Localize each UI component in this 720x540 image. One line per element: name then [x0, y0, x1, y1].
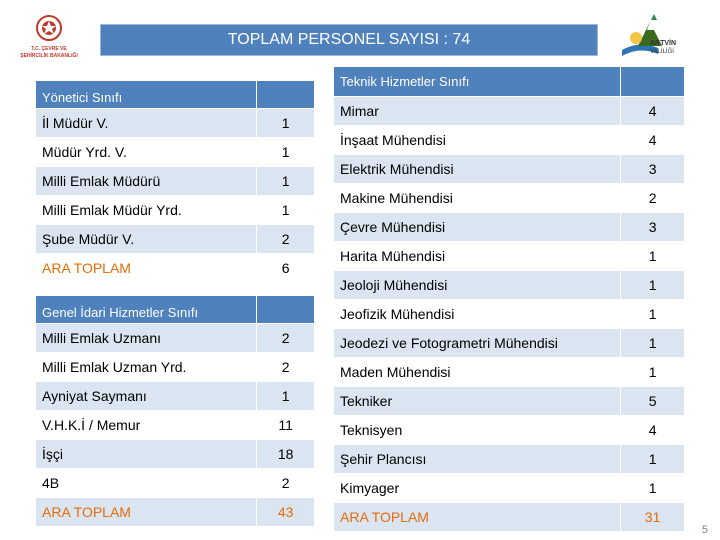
row-value: 1 [257, 138, 315, 167]
row-value: 1 [257, 382, 315, 411]
yonetici-table [35, 80, 315, 283]
row-value: 4 [621, 416, 685, 445]
row-value: 1 [257, 167, 315, 196]
genel-idari-table [35, 295, 315, 527]
teknik-header: Teknik Hizmetler Sınıfı [334, 67, 621, 97]
table-row [36, 109, 315, 138]
subtotal-row [36, 498, 315, 527]
row-value: 1 [621, 242, 685, 271]
row-label: Milli Emlak Uzman Yrd. [36, 353, 257, 382]
row-label: Tekniker [334, 387, 621, 416]
row-label: Harita Mühendisi [334, 242, 621, 271]
table-row [36, 167, 315, 196]
subtotal-value: 31 [621, 503, 685, 532]
table-row [36, 225, 315, 254]
subtotal-row [36, 254, 315, 283]
row-value: 11 [257, 411, 315, 440]
row-label: Jeoloji Mühendisi [334, 271, 621, 300]
row-value: 5 [621, 387, 685, 416]
table-row [334, 242, 685, 271]
row-label: Çevre Mühendisi [334, 213, 621, 242]
row-label: Makine Mühendisi [334, 184, 621, 213]
governorship-logo-text-1: ARTVİN [650, 40, 677, 47]
table-row [334, 97, 685, 126]
yonetici-header: Yönetici Sınıfı [36, 81, 257, 109]
row-label: Teknisyen [334, 416, 621, 445]
subtotal-label: ARA TOPLAM [36, 254, 257, 283]
row-value: 2 [257, 225, 315, 254]
table-row [36, 469, 315, 498]
row-label: Kimyager [334, 474, 621, 503]
row-value: 1 [621, 474, 685, 503]
row-label: Jeodezi ve Fotogrametri Mühendisi [334, 329, 621, 358]
table-row [334, 329, 685, 358]
row-label: İl Müdür V. [36, 109, 257, 138]
table-row [36, 353, 315, 382]
row-label: Şube Müdür V. [36, 225, 257, 254]
row-value: 3 [621, 213, 685, 242]
row-value: 1 [257, 109, 315, 138]
row-label: Milli Emlak Müdür Yrd. [36, 196, 257, 225]
table-row [334, 474, 685, 503]
row-label: Mimar [334, 97, 621, 126]
row-value: 1 [257, 196, 315, 225]
subtotal-label: ARA TOPLAM [334, 503, 621, 532]
row-value: 4 [621, 126, 685, 155]
page-title-bar [100, 24, 598, 56]
governorship-logo-text-2: VALİLİĞİ [650, 49, 674, 55]
row-value: 2 [257, 353, 315, 382]
row-label: Elektrik Mühendisi [334, 155, 621, 184]
yonetici-header-row [36, 81, 315, 109]
table-row [334, 126, 685, 155]
table-row [36, 138, 315, 167]
ministry-logo-text-1: T.C. ÇEVRE VE [31, 46, 67, 52]
ministry-logo-text-2: ŞEHİRCİLİK BAKANLIĞI [20, 53, 78, 59]
table-row [36, 324, 315, 353]
row-label: Şehir Plancısı [334, 445, 621, 474]
subtotal-value: 6 [257, 254, 315, 283]
row-value: 18 [257, 440, 315, 469]
table-row [334, 184, 685, 213]
table-row [334, 416, 685, 445]
row-label: İnşaat Mühendisi [334, 126, 621, 155]
row-label: Milli Emlak Müdürü [36, 167, 257, 196]
row-value: 2 [257, 469, 315, 498]
teknik-header-row [334, 67, 685, 97]
row-value: 1 [621, 358, 685, 387]
table-row [334, 300, 685, 329]
row-value: 1 [621, 445, 685, 474]
table-row [36, 411, 315, 440]
row-label: Jeofizik Mühendisi [334, 300, 621, 329]
table-row [334, 445, 685, 474]
table-row [36, 196, 315, 225]
row-label: Ayniyat Saymanı [36, 382, 257, 411]
row-label: Müdür Yrd. V. [36, 138, 257, 167]
table-row [36, 440, 315, 469]
subtotal-value: 43 [257, 498, 315, 527]
row-value: 2 [257, 324, 315, 353]
row-value: 2 [621, 184, 685, 213]
table-row [334, 387, 685, 416]
table-row [334, 213, 685, 242]
row-value: 1 [621, 271, 685, 300]
table-row [334, 271, 685, 300]
governorship-logo [620, 10, 692, 62]
row-value: 1 [621, 329, 685, 358]
row-label: V.H.K.İ / Memur [36, 411, 257, 440]
row-value: 4 [621, 97, 685, 126]
row-label: 4B [36, 469, 257, 498]
genel-header-row [36, 296, 315, 324]
row-label: Maden Mühendisi [334, 358, 621, 387]
genel-header: Genel İdari Hizmetler Sınıfı [36, 296, 257, 324]
subtotal-label: ARA TOPLAM [36, 498, 257, 527]
subtotal-row [334, 503, 685, 532]
row-label: İşçi [36, 440, 257, 469]
table-row [334, 358, 685, 387]
page-number: 5 [701, 524, 708, 536]
ministry-logo [14, 12, 84, 64]
page-title: TOPLAM PERSONEL SAYISI : 74 [227, 31, 471, 48]
teknik-table [333, 66, 685, 532]
row-label: Milli Emlak Uzmanı [36, 324, 257, 353]
row-value: 1 [621, 300, 685, 329]
table-row [36, 382, 315, 411]
table-row [334, 155, 685, 184]
row-value: 3 [621, 155, 685, 184]
